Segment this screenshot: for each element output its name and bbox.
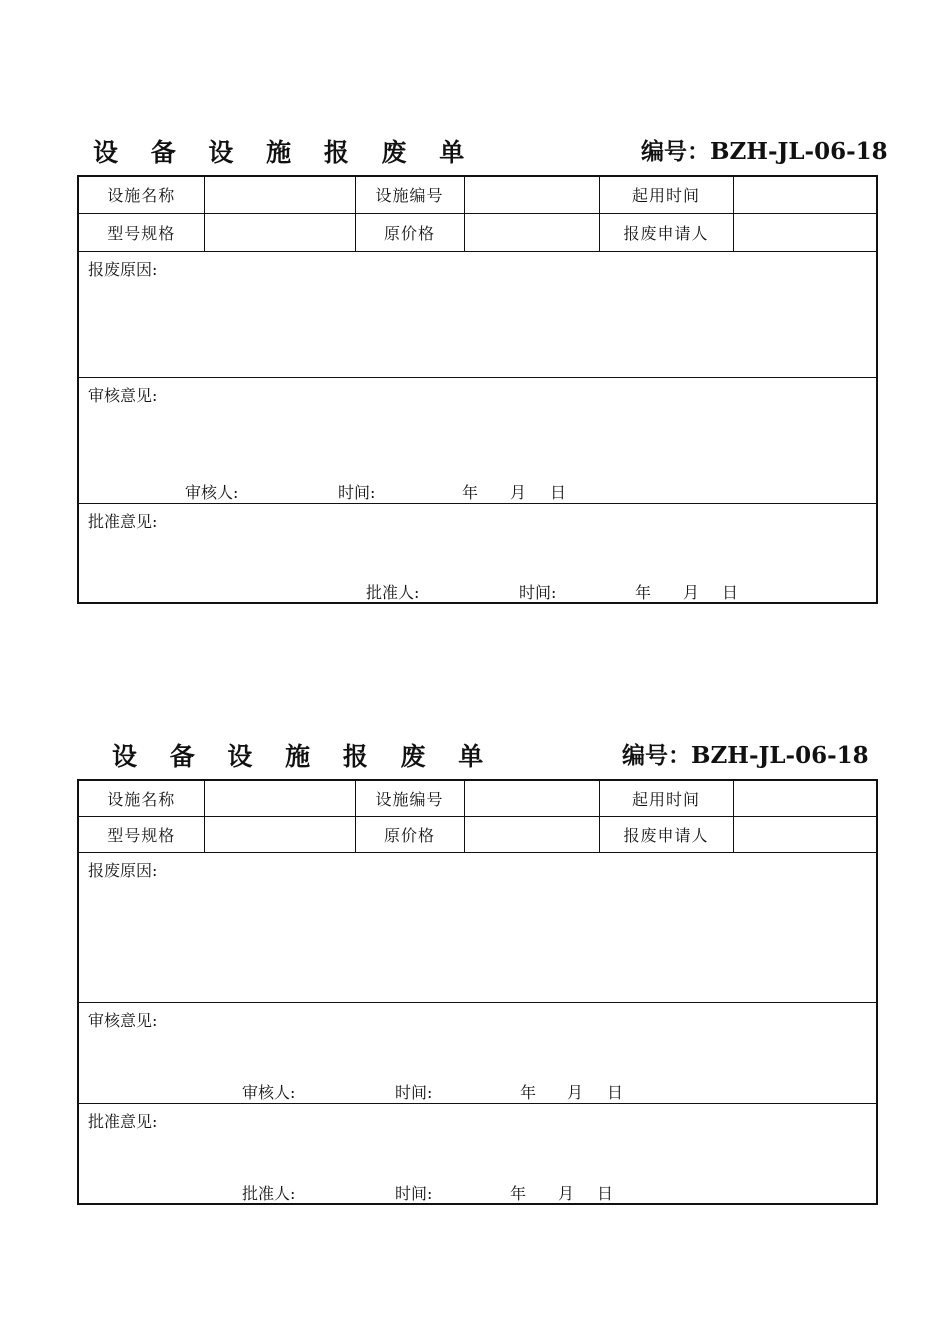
form-code: 编号：BZH-JL-06-18 [641,138,888,165]
original-price-field[interactable] [464,213,599,251]
model-spec-label: 型号规格 [78,816,204,852]
approval-day-label: 日 [722,582,739,602]
approval-month-label: 月 [683,582,700,602]
facility-name-field[interactable] [204,780,355,816]
model-spec-field[interactable] [204,213,355,251]
original-price-label: 原价格 [355,213,464,251]
review-year-label: 年 [462,482,479,502]
form-table [77,779,878,1205]
original-price-label: 原价格 [355,816,464,852]
facility-number-label: 设施编号 [355,176,464,213]
approval-year-label: 年 [635,582,652,602]
review-day-label: 日 [550,482,567,502]
form-table [77,175,878,604]
approver-label: 批准人: [366,582,420,602]
review-opinion-area[interactable] [78,1002,877,1103]
scrap-reason-label: 报废原因: [88,860,158,880]
approval-month-label: 月 [558,1183,575,1203]
model-spec-field[interactable] [204,816,355,852]
review-year-label: 年 [520,1082,537,1102]
applicant-field[interactable] [733,213,877,251]
form-title: 设 备 设 施 报 废 单 [93,138,477,167]
start-date-label: 起用时间 [599,176,733,213]
form-title: 设 备 设 施 报 废 单 [112,742,496,771]
approver-label: 批准人: [242,1183,296,1203]
review-time-label: 时间: [395,1082,433,1102]
scrap-reason-area[interactable] [78,852,877,1002]
scrap-reason-label: 报废原因: [88,259,158,279]
review-day-label: 日 [607,1082,624,1102]
start-date-field[interactable] [733,176,877,213]
approval-opinion-area[interactable] [78,503,877,603]
start-date-field[interactable] [733,780,877,816]
approval-opinion-label: 批准意见: [88,511,158,531]
approval-opinion-label: 批准意见: [88,1111,158,1131]
original-price-field[interactable] [464,816,599,852]
form-code: 编号：BZH-JL-06-18 [622,742,869,769]
facility-number-label: 设施编号 [355,780,464,816]
review-month-label: 月 [567,1082,584,1102]
review-opinion-label: 审核意见: [88,1010,158,1030]
review-month-label: 月 [510,482,527,502]
reviewer-label: 审核人: [242,1082,296,1102]
approval-time-label: 时间: [395,1183,433,1203]
review-opinion-area[interactable] [78,377,877,503]
start-date-label: 起用时间 [599,780,733,816]
applicant-label: 报废申请人 [599,213,733,251]
facility-number-field[interactable] [464,780,599,816]
approval-day-label: 日 [597,1183,614,1203]
scrap-reason-area[interactable] [78,251,877,377]
approval-time-label: 时间: [519,582,557,602]
facility-name-field[interactable] [204,176,355,213]
reviewer-label: 审核人: [185,482,239,502]
facility-name-label: 设施名称 [78,780,204,816]
model-spec-label: 型号规格 [78,213,204,251]
applicant-label: 报废申请人 [599,816,733,852]
approval-opinion-area[interactable] [78,1103,877,1204]
review-time-label: 时间: [338,482,376,502]
applicant-field[interactable] [733,816,877,852]
facility-name-label: 设施名称 [78,176,204,213]
approval-year-label: 年 [510,1183,527,1203]
facility-number-field[interactable] [464,176,599,213]
review-opinion-label: 审核意见: [88,385,158,405]
